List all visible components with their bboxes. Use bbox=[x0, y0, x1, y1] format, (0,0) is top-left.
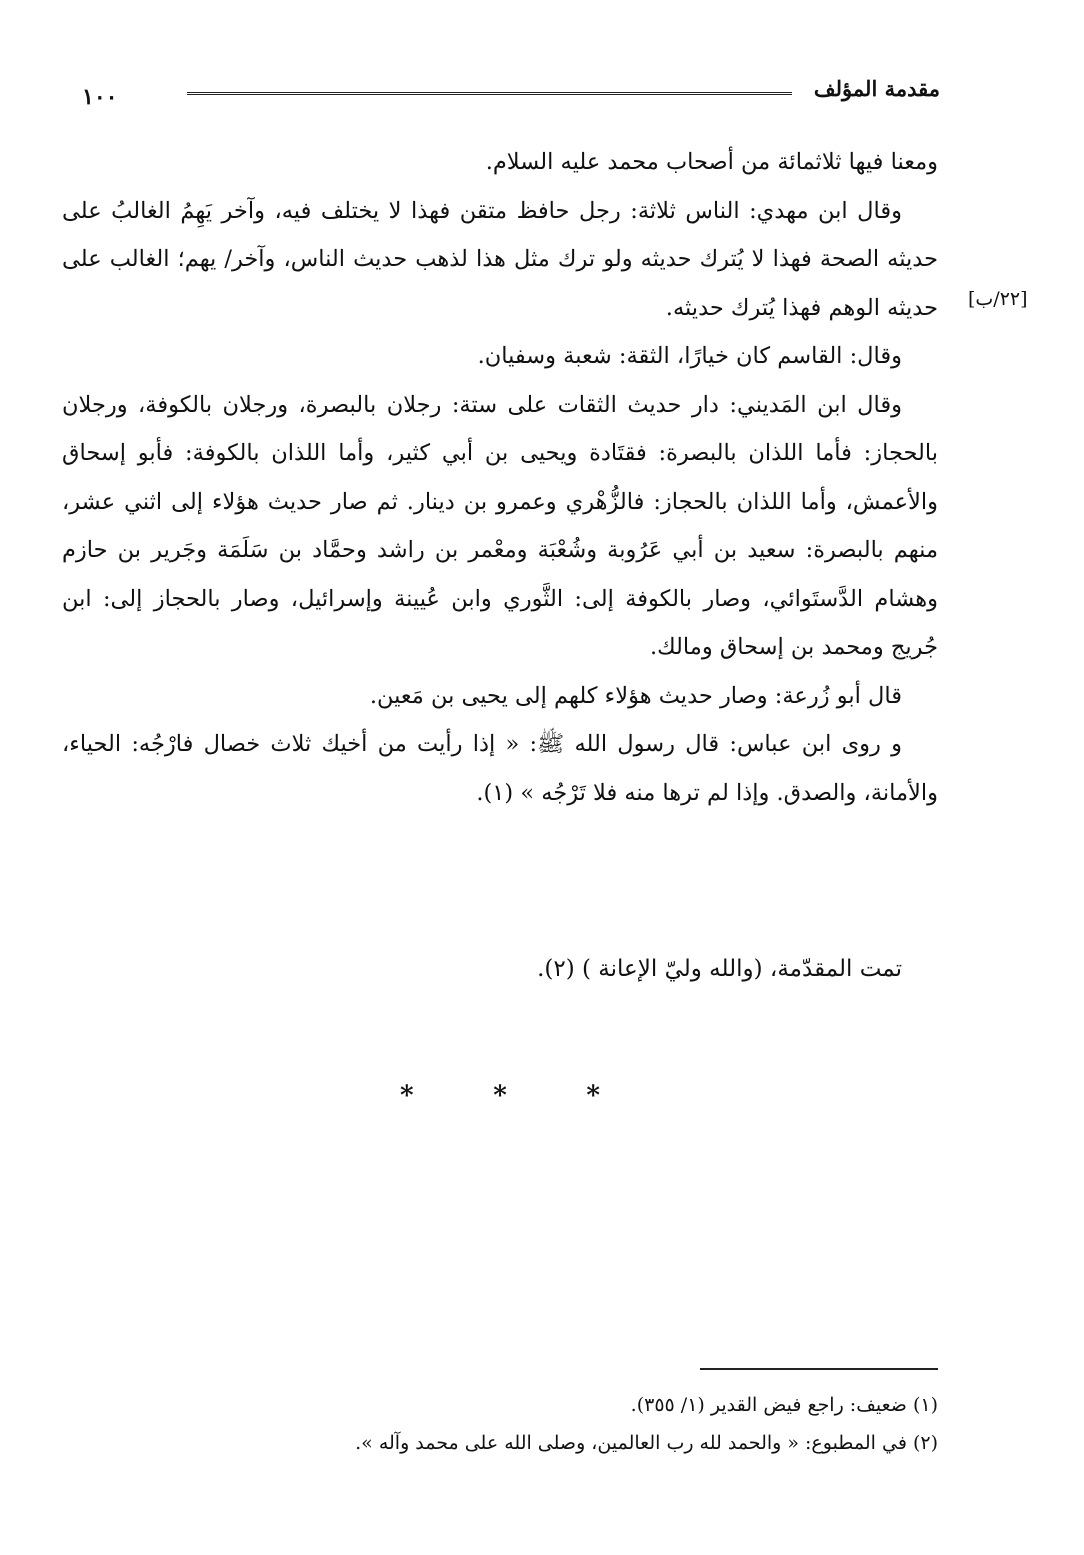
asterisk-icon: * bbox=[586, 1081, 600, 1111]
page-number: ١٠٠ bbox=[82, 84, 118, 110]
paragraph: قال أبو زُرعة: وصار حديث هؤلاء كلهم إلى يحيى بن مَعين. bbox=[369, 682, 902, 709]
footnotes bbox=[62, 1386, 938, 1462]
paragraph: و روى ابن عباس: قال رسول الله ﷺ: « إذا رأيت من أخيك ثلاث خصال فارْجُه: الحياء، والأمانة، والصدق. وإذا لم ترها منه فلا تَرْجُه » (١). bbox=[62, 731, 938, 806]
paragraph: وقال ابن مهدي: الناس ثلاثة: رجل حافظ متقن فهذا لا يختلف فيه، وآخر يَهِمُ الغالبُ على حديثه الصحة فهذا لا يُترك حديثه ولو ترك مثل هذا لذهب حديث الناس، وآخر/ يهم؛ الغالب على حديثه الوهم فهذا يُترك حديثه. bbox=[62, 197, 938, 321]
body-text bbox=[62, 138, 938, 817]
paragraph: وقال ابن المَديني: دار حديث الثقات على ستة: رجلان بالبصرة، ورجلان بالكوفة، ورجلان بالحجاز: فأما اللذان بالبصرة: فقتَادة ويحيى بن أبي كثير، وأما اللذان بالكوفة: فأبو إسحاق والأعمش، وأما اللذان بالحجاز: فالزُّهْري وعمرو بن دينار. ثم صار حديث هؤلاء إلى اثني عشر، منهم بالبصرة: سعيد بن أبي عَرُوبة وشُعْبَة ومعْمر بن راشد وحمَّاد بن سَلَمَة وجَرير بن حازم وهشام الدَّستَوائي، وصار بالكوفة إلى: الثَّوري وابن عُيينة وإسرائيل، وصار بالحجاز إلى: ابن جُريج ومحمد بن إسحاق ومالك. bbox=[62, 391, 938, 660]
header-title: مقدمة المؤلف bbox=[813, 76, 940, 101]
header-rule bbox=[187, 92, 792, 95]
footnote: (١) ضعيف: راجع فيض القدير (١/ ٣٥٥). bbox=[630, 1394, 938, 1416]
section-ornament bbox=[400, 1078, 600, 1114]
manuscript-folio-marker: [٢٢/ب] bbox=[968, 288, 1028, 310]
asterisk-icon: * bbox=[400, 1081, 414, 1111]
paragraph: وقال: القاسم كان خيارًا، الثقة: شعبة وسفيان. bbox=[477, 343, 902, 369]
closing-line: تمت المقدّمة، (والله وليّ الإعانة ) (٢). bbox=[537, 956, 902, 982]
running-header bbox=[70, 70, 940, 110]
footnote-separator bbox=[700, 1368, 938, 1370]
paragraph: ومعنا فيها ثلاثمائة من أصحاب محمد عليه السلام. bbox=[485, 149, 938, 175]
asterisk-icon: * bbox=[493, 1081, 507, 1111]
footnote: (٢) في المطبوع: « والحمد لله رب العالمين، وصلى الله على محمد وآله ». bbox=[355, 1432, 938, 1454]
